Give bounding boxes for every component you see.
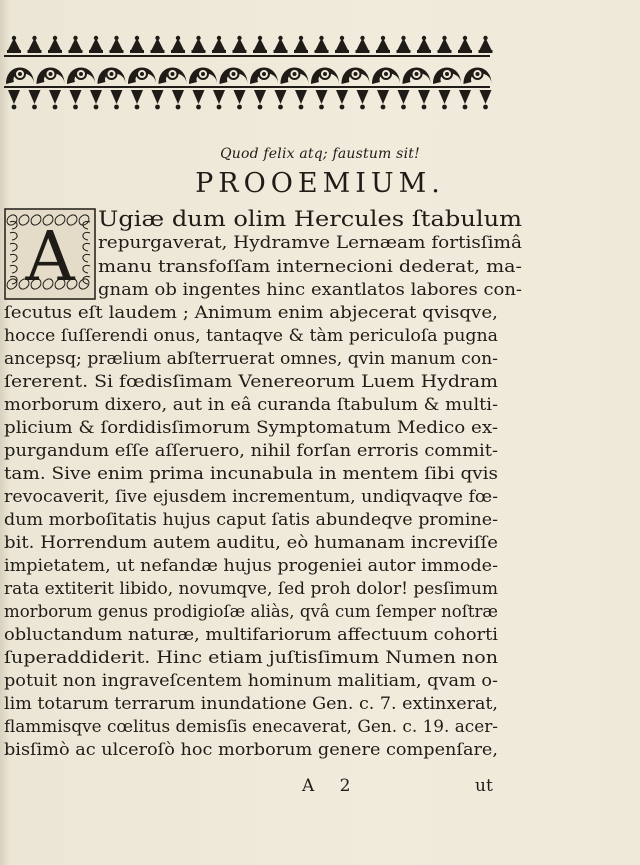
text-line: impietatem, ut nefandæ hujus progeniei autor immode- (4, 556, 498, 575)
text-line: lim totarum terrarum inundatione Gen. c. 7. extinxerat, (4, 694, 499, 713)
text-line: revocaverit, ſive ejusdem incrementum, undiqvaqve fœ- (4, 487, 498, 506)
motto: Quod felix atq; faustum sit! (220, 146, 420, 162)
text-line: morborum dixero, aut in eâ curanda ſtabulum & multi- (4, 395, 498, 414)
text-line: hocce ſuſſerendi onus, tantaqve & tàm periculoſa pugna (4, 326, 498, 345)
text-line: rata extiterit libido, novumqve, ſed proh dolor! pesſimum (4, 579, 498, 598)
woodcut-headpiece (0, 34, 640, 124)
text-line: gnam ob ingentes hinc exantlatos labores con- (98, 280, 522, 299)
text-line: ſecutus eſt laudem ; Animum enim abjecerat qvisqve, (4, 303, 498, 322)
text-line: repurgaverat, Hydramve Lernæam fortisſimâ (98, 233, 522, 252)
text-line: dum morboſitatis hujus caput ſatis abundeqve promine- (4, 510, 498, 529)
initial-letter: A (25, 218, 75, 297)
text-line: bit. Horrendum autem auditu, eò humanam increviſſe (4, 533, 499, 552)
text-line: Ugiæ dum olim Hercules ſtabulum (98, 207, 522, 231)
catchword: ut (475, 776, 493, 796)
text-line: bisſimò ac ulceroſò hoc morborum genere compenſare, (4, 740, 498, 759)
text-line: flammisqve cœlitus demisſis enecaverat, Gen. c. 19. acer- (4, 717, 498, 736)
text-line: ancepsq; prælium abſterruerat omnes, qvin manum con- (4, 349, 498, 368)
page-title: PROOEMIUM. (195, 168, 445, 199)
text-line: morborum genus prodigioſæ aliàs, qvâ cum ſemper noſtræ (4, 602, 498, 621)
text-line: potuit non ingraveſcentem hominum malitiam, qvam o- (4, 671, 498, 690)
text-line: plicium & ſordidisſimorum Symptomatum Medico ex- (4, 418, 499, 437)
signature-mark: A 2 (302, 776, 361, 796)
text-line: ſuperaddiderit. Hinc etiam juſtisſimum Numen non (4, 648, 499, 667)
text-line: tam. Sive enim prima incunabula in mentem ſibi qvis (4, 464, 498, 483)
decorated-initial (4, 208, 96, 300)
text-line: ſererent. Si fœdisſimam Venereorum Luem Hydram (4, 372, 498, 391)
text-line: obluctandum naturæ, multifariorum affectuum cohorti (4, 625, 499, 644)
text-line: purgandum eſſe aſſeruero, nihil forſan erroris commit- (4, 441, 498, 460)
page-footer (0, 776, 640, 800)
text-line: manu transfoſſam internecioni dederat, ma- (98, 257, 522, 276)
